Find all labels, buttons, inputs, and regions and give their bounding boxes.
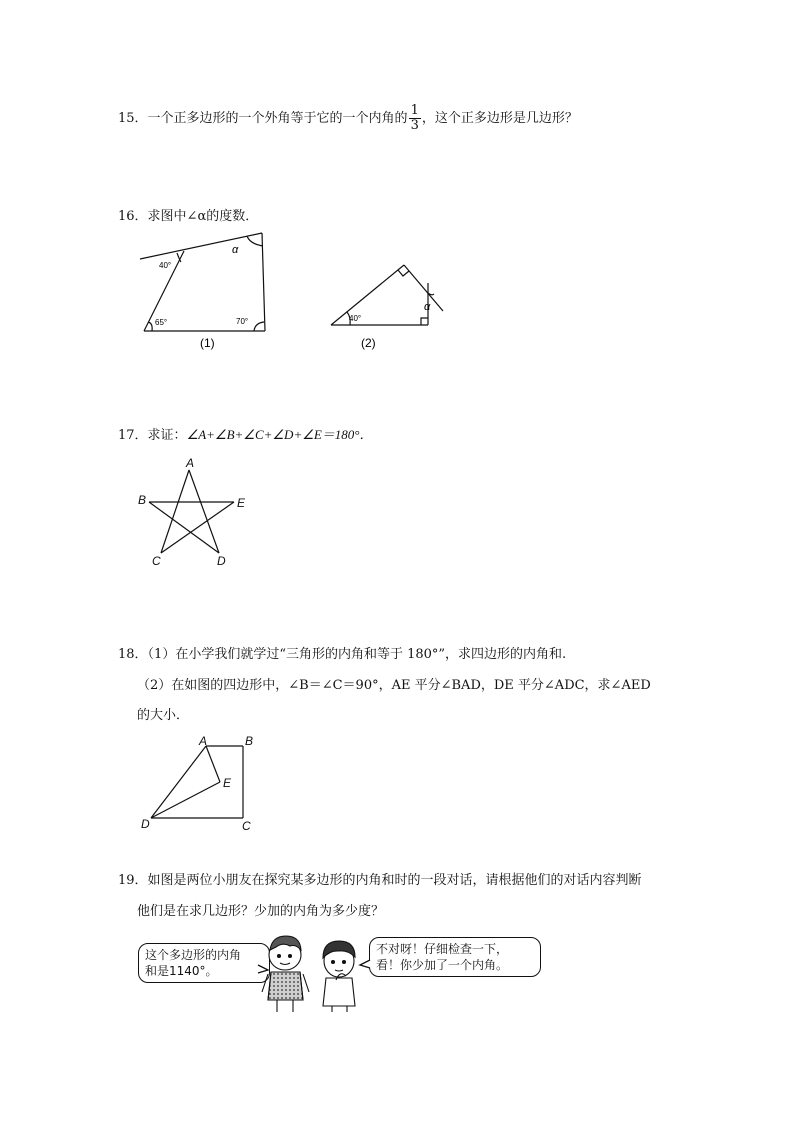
q18-label-d: D [141,817,150,831]
q18-line1-text: （1）在小学我们就学过“三角形的内角和等于 180°”，求四边形的内角和. [147,647,567,662]
q16-fig1-label-40: 40° [159,261,172,270]
q16-text: 求图中∠α的度数． [147,209,259,224]
q15-text-after: ，这个正多边形是几边形？ [421,111,578,126]
q18-label-e: E [223,776,232,790]
q17-label-d: D [217,554,226,568]
q16-fig2-label-alpha: α [424,301,431,313]
q19-bubble-right-line-1: 不对呀！仔细检查一下， [376,942,509,956]
q15-number: 15． [118,111,148,126]
q18-line-2: （2）在如图的四边形中，∠B＝∠C＝90°，AE 平分∠BAD，DE 平分∠ADC，求∠AED [137,678,651,693]
q18-number: 18． [118,647,148,662]
q19-bubble-left-line-1: 这个多边形的内角 [145,948,242,962]
q17-label-b: B [138,493,147,507]
q16-fig1-label-65: 65° [155,318,168,327]
q19-line1-text: 如图是两位小朋友在探究某多边形的内角和时的一段对话，请根据他们的对话内容判断 [147,873,642,888]
q16-fig2-caption: (2) [361,336,376,350]
q17-number: 17． [118,428,148,443]
q19-bubble-right-line-2: 看！你少加了一个内角。 [376,958,509,972]
q17-label-a: A [186,456,195,470]
q19-line-2: 他们是在求几边形？少加的内角为多少度？ [137,904,385,919]
q16-fig1-caption: (1) [200,336,215,350]
q17-prefix: 求证： [147,428,187,443]
q17-equation: ∠A+∠B+∠C+∠D+∠E＝180°． [186,427,373,442]
q17-label-e: E [237,496,246,510]
q16-number: 16． [118,209,148,224]
q17-label-c: C [152,554,161,568]
q18-label-a: A [199,734,208,748]
q16-fig1-label-70: 70° [236,317,249,326]
q19-bubble-left-line-2: 和是1140°。 [145,964,218,978]
q19-number: 19． [118,873,148,888]
q18-label-b: B [245,734,254,748]
q18-line-3: 的大小． [137,708,190,723]
q15-text-before: 一个正多边形的一个外角等于它的一个内角的 [147,111,408,126]
q18-label-c: C [242,819,251,833]
q16-fig1-label-alpha: α [232,244,239,256]
q15-frac-den: 3 [410,118,419,133]
q15-frac-num: 1 [410,103,419,118]
q16-fig2-label-40: 40° [349,314,362,323]
